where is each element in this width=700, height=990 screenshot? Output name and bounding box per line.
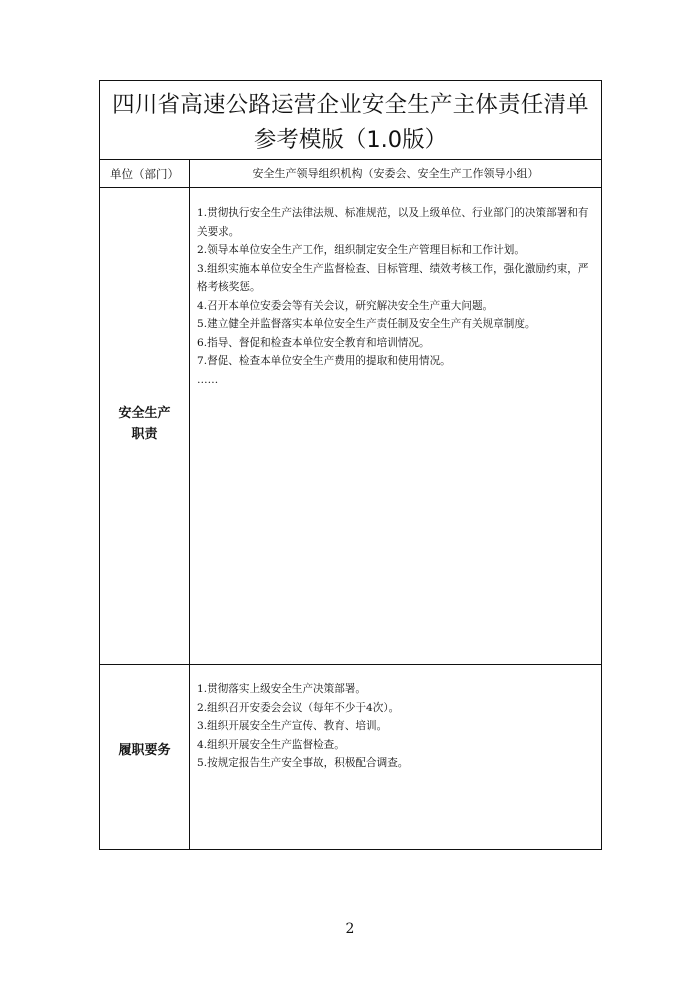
duty-label xyxy=(100,403,189,445)
duty-label-line2: 职责 xyxy=(131,427,158,442)
duty-item: 6.指导、督促和检查本单位安全教育和培训情况。 xyxy=(197,336,430,349)
responsibility-list-table xyxy=(99,80,602,850)
unit-label: 单位（部门） xyxy=(110,167,179,181)
performance-list xyxy=(197,680,593,773)
duty-item: 5.建立健全并监督落实本单位安全生产责任制及安全生产有关规章制度。 xyxy=(197,318,536,330)
duty-list xyxy=(197,204,593,389)
document-subtitle: 参考模版（1.0版） xyxy=(253,127,448,153)
performance-label: 履职要务 xyxy=(118,743,171,758)
performance-item: 4.组织开展安全生产监督检查。 xyxy=(197,738,345,751)
unit-row xyxy=(100,160,601,188)
duty-item: 2.领导本单位安全生产工作，组织制定安全生产管理目标和工作计划。 xyxy=(197,244,525,256)
duty-ellipsis: …… xyxy=(197,373,219,386)
duty-item: 3.组织实施本单位安全生产监督检查、目标管理、绩效考核工作，强化激励约束，严格考核奖惩。 xyxy=(197,262,589,293)
duty-row xyxy=(100,188,601,665)
unit-value: 安全生产领导组织机构（安委会、安全生产工作领导小组） xyxy=(252,167,539,180)
performance-item: 2.组织召开安委会会议（每年不少于4次）。 xyxy=(197,701,400,714)
performance-row xyxy=(100,665,601,848)
title-block xyxy=(100,81,601,160)
performance-item: 5.按规定报告生产安全事故，积极配合调查。 xyxy=(197,757,409,769)
performance-item: 1.贯彻落实上级安全生产决策部署。 xyxy=(197,683,367,695)
page-number: 2 xyxy=(345,921,355,937)
performance-item: 3.组织开展安全生产宣传、教育、培训。 xyxy=(197,720,388,732)
duty-item: 1.贯彻执行安全生产法律法规、标准规范，以及上级单位、行业部门的决策部署和有关要求。 xyxy=(197,207,589,238)
duty-item: 4.召开本单位安委会等有关会议，研究解决安全生产重大问题。 xyxy=(197,299,494,312)
document-title: 四川省高速公路运营企业安全生产主体责任清单 xyxy=(112,92,589,118)
duty-label-line1: 安全生产 xyxy=(118,406,171,421)
duty-item: 7.督促、检查本单位安全生产费用的提取和使用情况。 xyxy=(197,355,451,367)
